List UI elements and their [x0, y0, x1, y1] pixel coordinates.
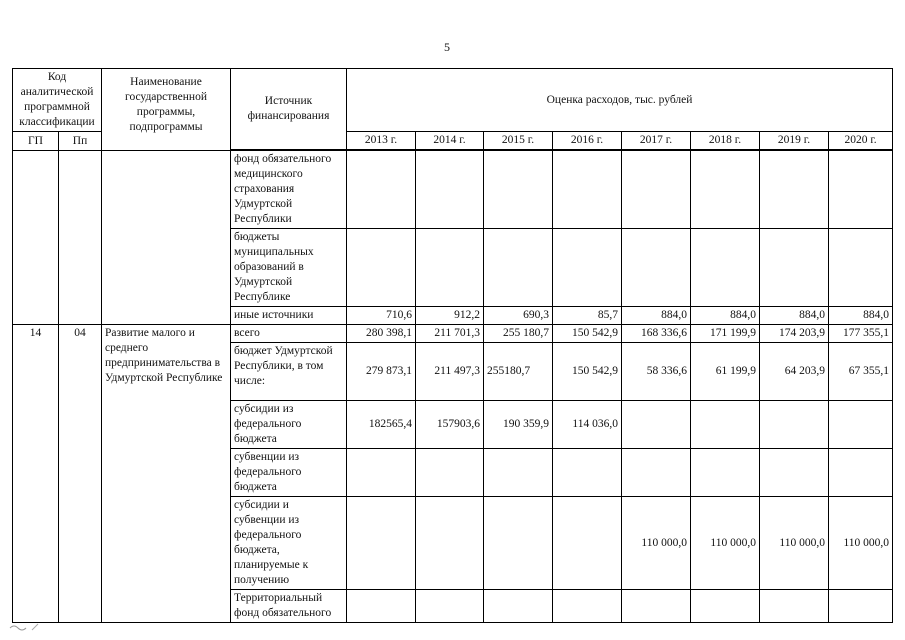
value-cell: 85,7: [553, 307, 622, 325]
gp-cell: 14: [13, 325, 59, 623]
source-cell: всего: [231, 325, 347, 343]
value-cell: 255 180,7: [484, 325, 553, 343]
table-row: [13, 325, 893, 343]
value-cell: 690,3: [484, 307, 553, 325]
source-cell: Территориальный фонд обязательного: [231, 590, 347, 623]
value-cell: 884,0: [622, 307, 691, 325]
value-cell: [829, 590, 893, 623]
value-cell: [829, 401, 893, 449]
source-cell: субсидии и субвенции из федерального бюджета, планируемые к получению: [231, 497, 347, 590]
value-cell: 67 355,1: [829, 343, 893, 401]
value-cell: 64 203,9: [760, 343, 829, 401]
value-cell: 157903,6: [416, 401, 484, 449]
value-cell: 174 203,9: [760, 325, 829, 343]
value-cell: [829, 449, 893, 497]
header-gp: ГП: [13, 132, 59, 151]
value-cell: [347, 449, 416, 497]
year-cell: 2019 г.: [760, 132, 829, 150]
value-cell: 110 000,0: [829, 497, 893, 590]
value-cell: 177 355,1: [829, 325, 893, 343]
value-cell: 110 000,0: [691, 497, 760, 590]
header-pp: Пп: [59, 132, 102, 151]
value-cell: [691, 590, 760, 623]
value-cell: 110 000,0: [760, 497, 829, 590]
year-cell: 2016 г.: [553, 132, 622, 150]
value-cell: 280 398,1: [347, 325, 416, 343]
source-cell: субсидии из федерального бюджета: [231, 401, 347, 449]
source-cell: бюджет Удмуртской Республики, в том числе:: [231, 343, 347, 401]
value-cell: 912,2: [416, 307, 484, 325]
value-cell: [484, 497, 553, 590]
value-cell: [760, 590, 829, 623]
value-cell: [484, 590, 553, 623]
value-cell: [553, 590, 622, 623]
source-cell: фонд обязательного медицинского страхования Удмуртской Республики: [231, 151, 347, 229]
value-cell: 110 000,0: [622, 497, 691, 590]
value-cell: [416, 449, 484, 497]
year-cell: 2020 г.: [829, 132, 893, 150]
value-cell: [691, 401, 760, 449]
value-cell: 58 336,6: [622, 343, 691, 401]
year-cell: 2014 г.: [416, 132, 484, 150]
table-body: [13, 69, 893, 623]
header-source: Источник финансирования: [231, 69, 347, 150]
value-cell: [484, 449, 553, 497]
expense-estimate-table: [12, 68, 893, 623]
source-cell: бюджеты муниципальных образований в Удмуртской Республике: [231, 229, 347, 307]
value-cell: 150 542,9: [553, 343, 622, 401]
value-cell: [622, 590, 691, 623]
year-cell: 2013 г.: [347, 132, 416, 150]
value-cell: 211 701,3: [416, 325, 484, 343]
value-cell: 190 359,9: [484, 401, 553, 449]
year-cell: 2015 г.: [484, 132, 553, 150]
scan-mark: [8, 618, 68, 634]
page-number: 5: [444, 40, 450, 54]
header-row: [13, 69, 893, 132]
source-cell: иные источники: [231, 307, 347, 325]
value-cell: 150 542,9: [553, 325, 622, 343]
value-cell: 61 199,9: [691, 343, 760, 401]
value-cell: 114 036,0: [553, 401, 622, 449]
value-cell: [416, 497, 484, 590]
value-cell: [760, 401, 829, 449]
header-estimate: Оценка расходов, тыс. рублей: [347, 69, 893, 132]
value-cell: [691, 449, 760, 497]
name-cell: [102, 151, 231, 325]
value-cell: 884,0: [829, 307, 893, 325]
value-cell: 168 336,6: [622, 325, 691, 343]
value-cell: [622, 449, 691, 497]
value-cell: 255180,7: [484, 343, 553, 401]
value-cell: 710,6: [347, 307, 416, 325]
year-cell: 2017 г.: [622, 132, 691, 150]
value-cell: 884,0: [760, 307, 829, 325]
value-cell: 884,0: [691, 307, 760, 325]
value-cell: [553, 449, 622, 497]
pp-cell: [59, 151, 102, 325]
value-cell: [760, 449, 829, 497]
header-code: Код аналитической программной классификации: [13, 69, 102, 132]
value-cell: [553, 497, 622, 590]
value-cell: 171 199,9: [691, 325, 760, 343]
gp-cell: [13, 151, 59, 325]
value-cell: [347, 590, 416, 623]
table-row: [13, 151, 893, 229]
header-name: Наименование государственной программы, подпрограммы: [102, 69, 231, 151]
value-cell: [347, 497, 416, 590]
year-cell: 2018 г.: [691, 132, 760, 150]
value-cell: [416, 590, 484, 623]
value-cell: 211 497,3: [416, 343, 484, 401]
value-cell: 279 873,1: [347, 343, 416, 401]
pp-cell: 04: [59, 325, 102, 623]
source-cell: субвенции из федерального бюджета: [231, 449, 347, 497]
value-cell: 182565,4: [347, 401, 416, 449]
value-cell: [622, 401, 691, 449]
program-name: Развитие малого и среднего предпринимательства в Удмуртской Республике: [102, 325, 231, 623]
